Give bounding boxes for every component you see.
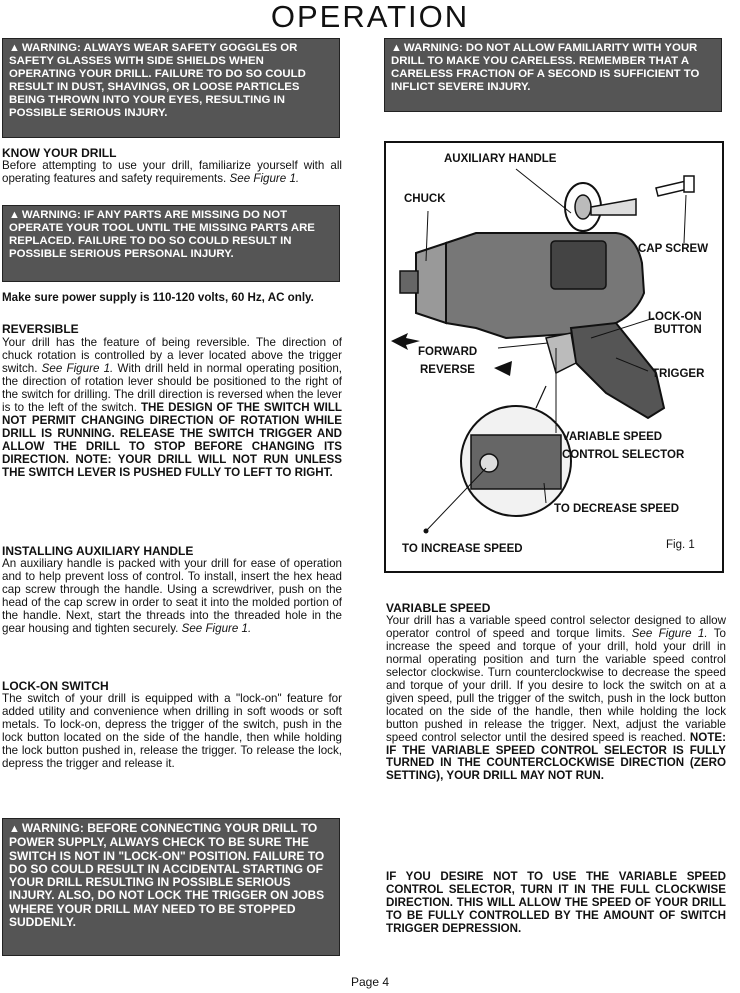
- label-reverse: REVERSE: [420, 364, 475, 376]
- reversible-text-2: With drill held in normal operating position, the direction of rotation lever should be positioned to the right of the switch for drilling. The drill direction is reversed when the lever is to the left of the switch.: [2, 361, 342, 414]
- label-auxiliary-handle: AUXILIARY HANDLE: [444, 153, 557, 165]
- chuck-shape: [416, 243, 446, 323]
- know-your-drill-text: [2, 160, 342, 186]
- label-chuck: CHUCK: [404, 193, 446, 205]
- aux-text: An auxiliary handle is packed with your drill for ease of operation and to help prevent loss of control. To install, insert the hex head cap screw through the handle. Using a screwdriver, push on the head of the cap screw in order to seat it into the molded portion of the handle. Next, start the threads into the threaded hole in the gear housing and tighten securely.: [2, 557, 342, 635]
- label-variable-speed: VARIABLE SPEED: [562, 431, 663, 443]
- warning-lock-on: [2, 818, 340, 956]
- aux-handle-text: [2, 558, 342, 636]
- label-cap-screw: CAP SCREW: [638, 243, 709, 255]
- variable-speed-text: [386, 615, 726, 783]
- power-supply-text: Make sure power supply is 110-120 volts, 60 Hz, AC only.: [2, 291, 314, 304]
- warning-goggles-text: WARNING: ALWAYS WEAR SAFETY GOGGLES OR SAFETY GLASSES WITH SIDE SHIELDS WHEN OPERATING YOUR DRILL. FAILURE TO DO SO COULD RESULT IN DUST, SHAVINGS, OR LOOSE PARTICLES BEING THROWN INTO YOUR EYES, RESULTING IN POSSIBLE SERIOUS INJURY.: [9, 42, 306, 119]
- warning-familiarity: [384, 38, 722, 112]
- variable-figure-ref: See Figure 1.: [631, 626, 708, 640]
- aux-figure-ref: See Figure 1.: [181, 621, 252, 635]
- warning-missing-parts: [2, 205, 340, 282]
- reversible-heading: REVERSIBLE: [2, 322, 79, 336]
- reverse-arrow-icon: [494, 361, 512, 376]
- pistol-grip-shape: [571, 323, 664, 418]
- speed-selector-knob: [480, 454, 498, 472]
- aux-handle-grip: [591, 199, 636, 215]
- warning-triangle-icon: ▲: [9, 823, 20, 835]
- aux-handle-hub: [575, 195, 591, 219]
- label-button: BUTTON: [654, 324, 702, 336]
- chuck-nose: [400, 271, 418, 293]
- drill-vent-panel: [551, 241, 606, 289]
- label-to-increase-speed: TO INCREASE SPEED: [402, 543, 523, 555]
- variable-caps-note: NOTE: IF THE VARIABLE SPEED CONTROL SELECTOR IS FULLY TURNED IN THE COUNTERCLOCKWISE DIRECTION (ZERO SETTING), YOUR DRILL MAY NOT RUN.: [386, 730, 726, 783]
- lock-on-text: The switch of your drill is equipped with a "lock-on" feature for added utility and convenience when drilling in soft woods or soft metals. To lock-on, depress the trigger of the switch, push in the lock button located on the side of the handle, then while holding the lock button pushed in, release the trigger. To release the lock, depress the trigger and release it.: [2, 692, 342, 770]
- cap-screw-head: [684, 176, 694, 192]
- page-number: Page 4: [350, 975, 390, 989]
- reversible-figure-ref: See Figure 1.: [41, 361, 114, 375]
- figure-caption: Fig. 1: [666, 539, 695, 551]
- reversible-caps-note: THE DESIGN OF THE SWITCH WILL NOT PERMIT CHANGING DIRECTION OF ROTATION WHILE DRILL IS RUNNING. RELEASE THE SWITCH TRIGGER AND ALLOW THE DRILL TO STOP BEFORE CHANGING ITS DIRECTION. NOTE: YOUR DRILL WILL NOT RUN UNLESS THE SWITCH LEVER IS PUSHED FULLY TO LEFT TO RIGHT.: [2, 400, 342, 479]
- variable-text-1: Your drill has a variable speed control selector designed to allow operator control of speed and torque limits.: [386, 614, 726, 640]
- know-your-drill-heading: KNOW YOUR DRILL: [2, 146, 117, 160]
- cap-screw-shape: [656, 181, 688, 196]
- warning-goggles: [2, 38, 340, 138]
- figure-1-drill-diagram: [384, 141, 724, 573]
- warning-triangle-icon: ▲: [9, 42, 20, 54]
- label-lock-on: LOCK-ON: [648, 311, 702, 323]
- page-title: OPERATION: [270, 0, 470, 34]
- forward-arrow-icon: [391, 333, 420, 350]
- know-text: Before attempting to use your drill, familiarize yourself with all operating features and safety requirements.: [2, 159, 342, 185]
- variable-text-2: To increase the speed and torque of your drill, hold your drill in normal operating position and turn the variable speed control selector clockwise. Turn counterclockwise to decrease the speed and torque of your drill. If you desire to lock the switch on at a given speed, pull the trigger of the switch, push in the lock button located on the side of the handle, then while holding the lock button pushed in release the trigger. Next, adjust the variable speed control selector until the desired speed is reached.: [386, 626, 726, 744]
- know-figure-ref: See Figure 1.: [229, 171, 300, 185]
- warning-familiarity-text: WARNING: DO NOT ALLOW FAMILIARITY WITH YOUR DRILL TO MAKE YOU CARELESS. REMEMBER THAT A CARELESS FRACTION OF A SECOND IS SUFFICIENT TO INFLICT SEVERE INJURY.: [391, 42, 700, 93]
- warning-triangle-icon: ▲: [9, 209, 20, 221]
- aux-handle-heading: INSTALLING AUXILIARY HANDLE: [2, 544, 194, 558]
- label-trigger: TRIGGER: [652, 368, 705, 380]
- trigger-shape: [546, 333, 576, 373]
- warning-lock-on-text: WARNING: BEFORE CONNECTING YOUR DRILL TO POWER SUPPLY, ALWAYS CHECK TO BE SURE THE SWITCH IS NOT IN "LOCK-ON" POSITION. FAILURE TO DO SO COULD RESULT IN ACCIDENTAL STARTING OF YOUR DRILL RESULTING IN POSSIBLE SERIOUS INJURY. ALSO, DO NOT LOCK THE TRIGGER ON JOBS WHERE YOUR DRILL MAY NEED TO BE STOPPED SUDDENLY.: [9, 821, 325, 930]
- label-forward: FORWARD: [418, 346, 478, 358]
- lock-on-heading: LOCK-ON SWITCH: [2, 679, 109, 693]
- reversible-text-1: Your drill has the feature of being reversible. The direction of chuck rotation is controlled by a lever located above the trigger switch.: [2, 336, 342, 375]
- full-speed-note: IF YOU DESIRE NOT TO USE THE VARIABLE SPEED CONTROL SELECTOR, TURN IT IN THE FULL CLOCKWISE DIRECTION. THIS WILL ALLOW THE SPEED OF YOUR DRILL TO BE FULLY CONTROLLED BY THE AMOUNT OF SWITCH TRIGGER DEPRESSION.: [386, 870, 726, 935]
- variable-speed-heading: VARIABLE SPEED: [386, 601, 491, 615]
- label-to-decrease-speed: TO DECREASE SPEED: [554, 503, 680, 515]
- warning-missing-parts-text: WARNING: IF ANY PARTS ARE MISSING DO NOT OPERATE YOUR TOOL UNTIL THE MISSING PARTS ARE REPLACED. FAILURE TO DO SO COULD RESULT IN POSSIBLE SERIOUS PERSONAL INJURY.: [9, 209, 315, 260]
- reversible-text: [2, 337, 342, 479]
- label-control-selector: CONTROL SELECTOR: [562, 449, 685, 461]
- warning-triangle-icon: ▲: [391, 42, 402, 54]
